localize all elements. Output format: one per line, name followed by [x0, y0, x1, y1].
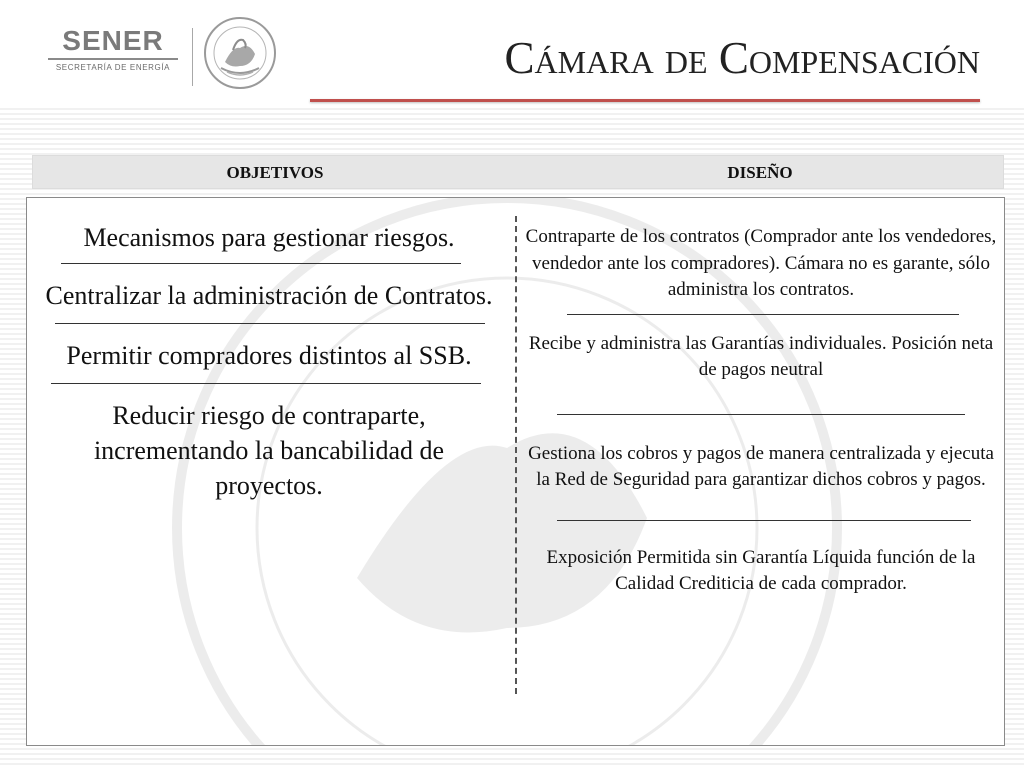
slide-header [0, 0, 1024, 108]
diseno-item-1: Contraparte de los contratos (Comprador ante los vendedores, vendedor ante los compradores). Cámara no es garante, sólo administra los contratos. [525, 226, 997, 300]
objetivo-separator [61, 263, 461, 264]
sener-logo-name: SENER [62, 25, 164, 56]
mexico-seal-icon [203, 16, 277, 90]
diseno-item-4: Exposición Permitida sin Garantía Líquida función de la Calidad Crediticia de cada comprador. [546, 546, 976, 594]
objetivo-item-3: Permitir compradores distintos al SSB. [66, 341, 472, 370]
diseno-separator [557, 520, 971, 521]
content-box [26, 197, 1005, 746]
objetivo-item-1: Mecanismos para gestionar riesgos. [83, 223, 455, 252]
title-underline [310, 99, 980, 102]
page-title: Cámara de Compensación [504, 33, 980, 83]
diseno-item-3: Gestiona los cobros y pagos de manera centralizada y ejecuta la Red de Seguridad para garantizar dichos cobros y pagos. [528, 442, 994, 490]
objetivo-item-2: Centralizar la administración de Contratos. [45, 281, 493, 310]
diseno-separator [567, 314, 959, 315]
diseno-separator [557, 414, 965, 415]
objetivo-separator [51, 383, 481, 384]
sener-logo-rule [48, 58, 178, 72]
column-divider [515, 216, 517, 694]
diseno-column [523, 224, 999, 598]
objetivo-separator [55, 323, 485, 324]
diseno-item-2: Recibe y administra las Garantías individuales. Posición neta de pagos neutral [528, 332, 994, 380]
objetivos-header: OBJETIVOS [226, 163, 324, 182]
objetivos-column [41, 220, 497, 503]
header-separator [192, 28, 193, 86]
objetivo-item-4: Reducir riesgo de contraparte, incrementando la bancabilidad de proyectos. [93, 401, 445, 500]
sener-logo-subtitle: SECRETARÍA DE ENERGÍA [55, 63, 171, 72]
sener-logo [48, 26, 178, 72]
column-header-bar [32, 155, 1004, 189]
diseno-header: DISEÑO [727, 163, 793, 182]
